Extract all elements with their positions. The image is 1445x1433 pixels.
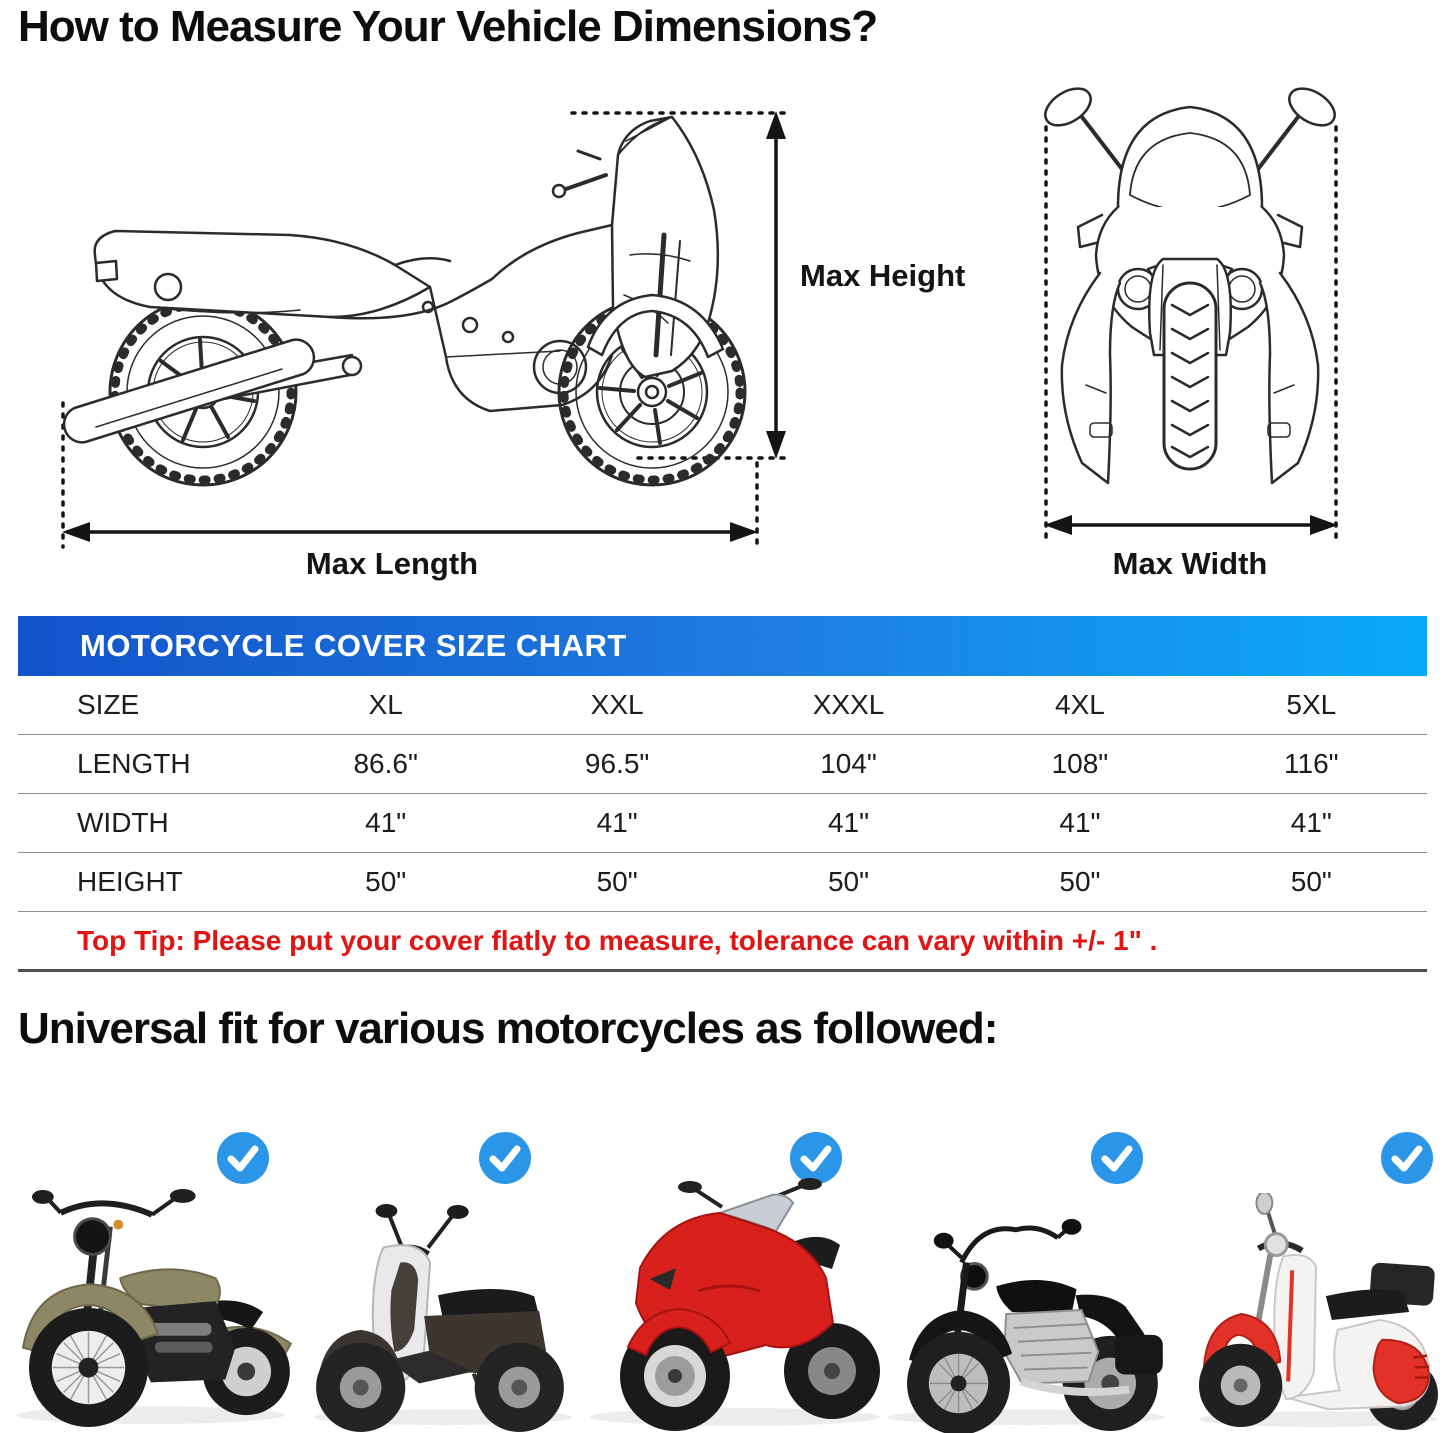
table-row-height — [18, 853, 1427, 912]
width-value: 41" — [1290, 807, 1332, 838]
table-row-size — [18, 676, 1427, 735]
olive-cruiser-motorcycle-photo — [0, 1185, 300, 1433]
check-icon — [217, 1132, 269, 1184]
check-icon — [1091, 1132, 1143, 1184]
table-row-width — [18, 794, 1427, 853]
max-length-label: Max Length — [305, 546, 479, 581]
measure-tip: Top Tip: Please put your cover flatly to measure, tolerance can vary within +/- 1" . — [77, 924, 1158, 956]
red-white-vespa-scooter-photo — [1178, 1193, 1445, 1433]
table-row-length — [18, 735, 1427, 794]
red-sport-bike-photo — [570, 1173, 890, 1433]
width-value: 41" — [1059, 807, 1101, 838]
size-col: 5XL — [1286, 689, 1337, 720]
height-value: 50" — [596, 866, 638, 897]
height-value: 50" — [1059, 866, 1101, 897]
max-height-label: Max Height — [800, 258, 966, 293]
length-value: 116" — [1284, 748, 1339, 779]
row-label: HEIGHT — [77, 866, 183, 897]
width-value: 41" — [596, 807, 638, 838]
black-cruiser-motorcycle-photo — [866, 1203, 1181, 1433]
row-label: SIZE — [77, 689, 140, 720]
universal-fit-heading: Universal fit for various motorcycles as followed: — [18, 1004, 998, 1053]
gray-scooter-photo — [288, 1203, 588, 1433]
size-col: XXXL — [812, 689, 885, 720]
width-value: 41" — [365, 807, 407, 838]
front-view-motorcycle-drawing — [1039, 81, 1341, 483]
max-width-label: Max Width — [1112, 546, 1268, 581]
row-label: LENGTH — [77, 748, 191, 779]
width-value: 41" — [827, 807, 870, 838]
size-col: XL — [368, 689, 403, 720]
length-value: 86.6" — [353, 748, 418, 779]
measurement-diagram — [0, 55, 1445, 610]
length-value: 104" — [820, 748, 877, 779]
size-chart-header — [18, 616, 1427, 676]
page-title: How to Measure Your Vehicle Dimensions? — [18, 2, 878, 51]
check-icon — [479, 1132, 531, 1184]
height-value: 50" — [827, 866, 870, 897]
side-view-motorcycle-drawing — [64, 117, 745, 485]
size-chart-title: MOTORCYCLE COVER SIZE CHART — [80, 628, 627, 663]
size-col: XXL — [590, 689, 644, 720]
height-value: 50" — [365, 866, 407, 897]
check-icon — [1381, 1132, 1433, 1184]
length-value: 108" — [1051, 748, 1109, 779]
size-col: 4XL — [1055, 689, 1105, 720]
length-value: 96.5" — [584, 748, 650, 779]
row-label: WIDTH — [77, 807, 169, 838]
size-chart-table — [18, 616, 1427, 972]
height-value: 50" — [1290, 866, 1332, 897]
